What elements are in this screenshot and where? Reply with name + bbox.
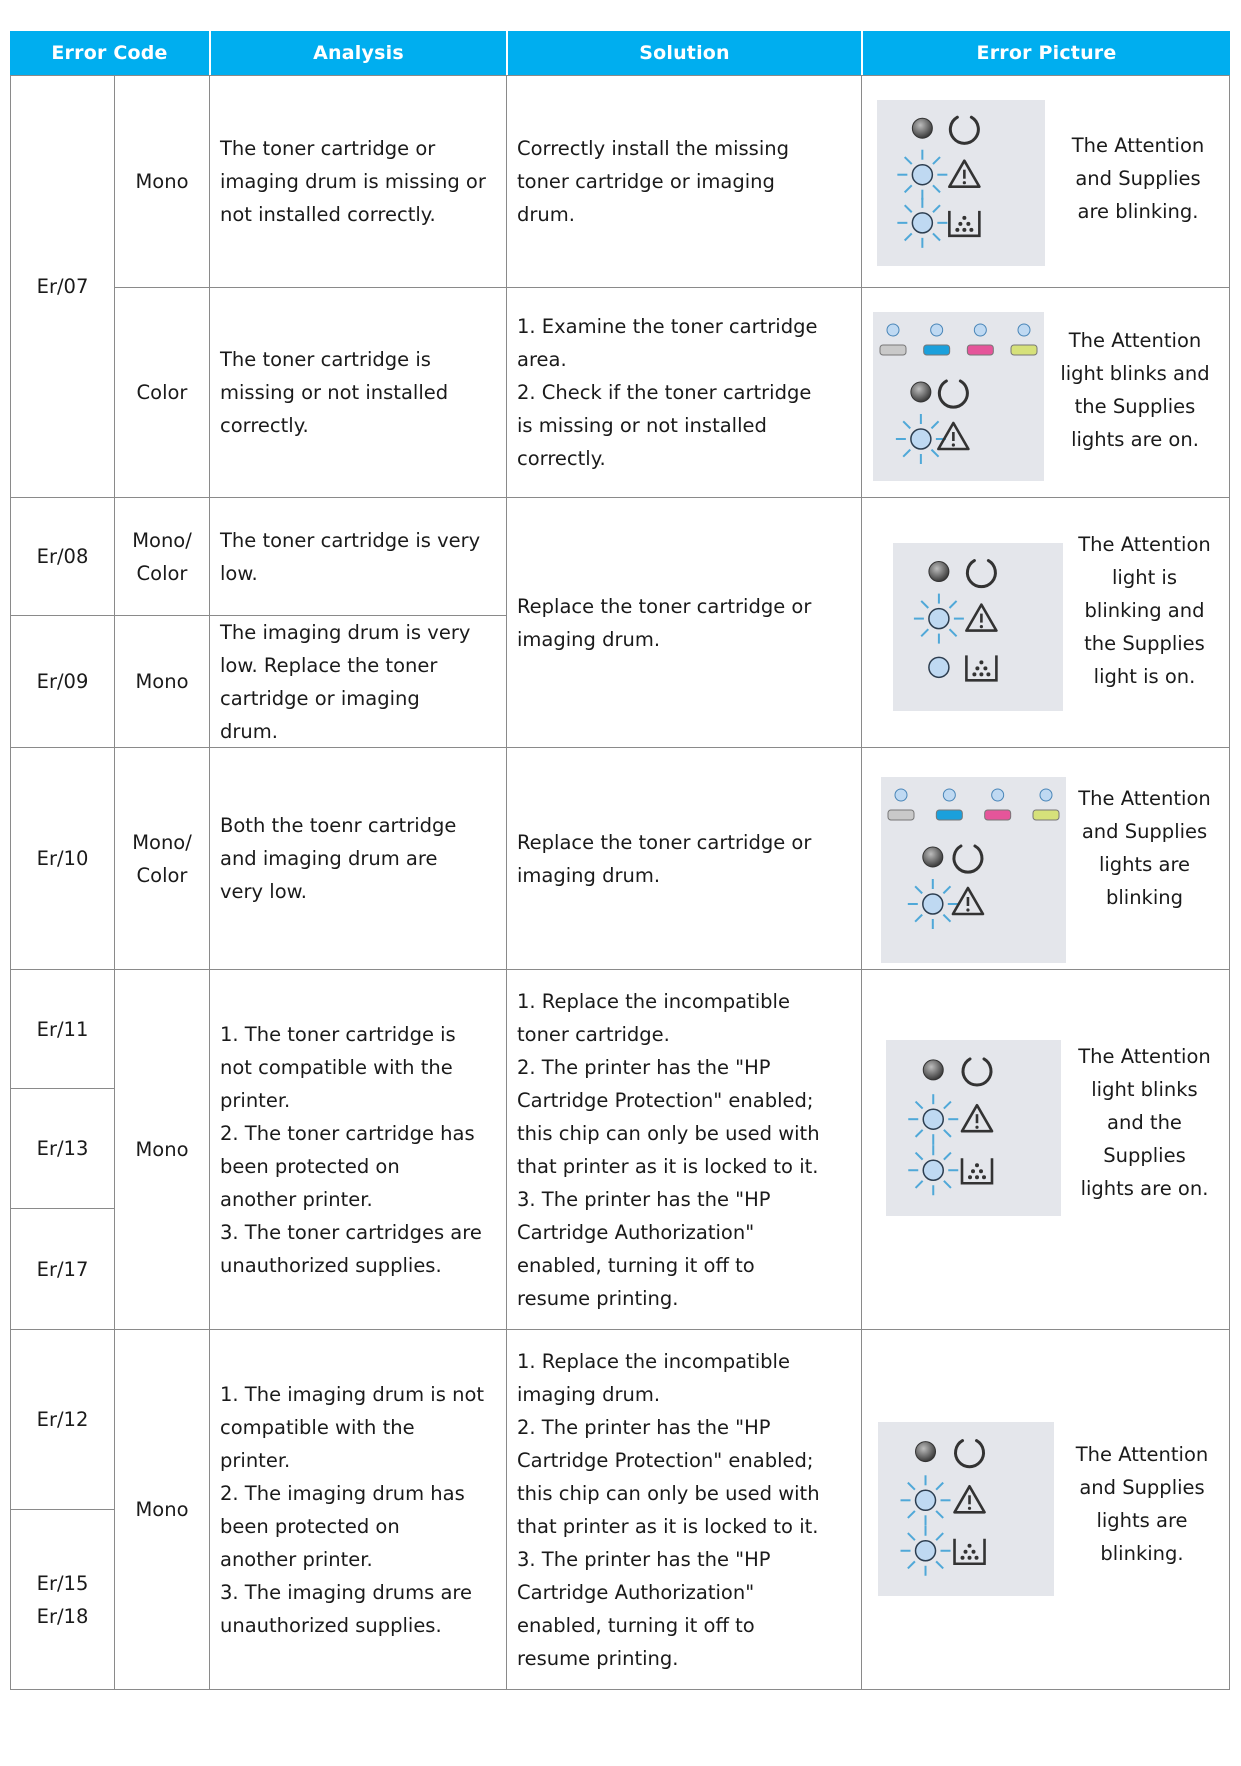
toner-black-light-icon: [895, 789, 907, 801]
analysis-text: The toner cartridge is missing or not installed correctly.: [220, 348, 449, 437]
analysis-text: The imaging drum is very low. Replace the toner cartridge or imaging drum.: [220, 620, 471, 743]
solution-text: 1. Replace the incompatible imaging drum. 2. The printer has the "HP Cartridge Protection" enabled; this chip can only be used with that printer as it is locked to it. 3. The printer has the "HP Cartridge Authorization" enabled, turning it off to resume printing.: [517, 1349, 820, 1670]
solution-text: Replace the toner cartridge or imaging drum.: [517, 830, 812, 887]
error-code-cell: [10, 1329, 115, 1510]
attention-light-icon: [908, 879, 958, 929]
printer-type-cell: [114, 615, 210, 748]
picture-caption: The Attention and Supplies lights are blinking.: [1075, 1443, 1209, 1565]
toner-yellow-bar-icon: [1011, 345, 1037, 355]
analysis-text: 1. The toner cartridge is not compatible with the printer. 2. The toner cartridge has been protected on another printer. 3. The toner cartridges are unauthorized supplies.: [220, 1022, 482, 1277]
printer-type: Mono: [135, 170, 189, 193]
toner-yellow-light-icon: [1040, 789, 1052, 801]
picture-caption: The Attention and Supplies lights are blinking: [1078, 787, 1211, 909]
power-icon: [954, 846, 982, 872]
printer-type: Mono: [135, 1138, 189, 1161]
power-light-off-icon: [923, 1060, 943, 1080]
attention-warning-icon: [938, 423, 968, 449]
printer-type: Mono: [135, 1498, 189, 1521]
solution-text: 1. Examine the toner cartridge area. 2. Check if the toner cartridge is missing or not installed correctly.: [517, 315, 818, 470]
printer-type-cell: [114, 747, 210, 970]
solution-cell: [506, 497, 862, 748]
supplies-light-icon: [908, 1145, 958, 1195]
attention-light-icon: [914, 594, 964, 644]
attention-warning-icon: [966, 605, 996, 631]
error-code: Er/15 Er/18: [36, 1571, 89, 1628]
control-panel-illustration: [878, 1422, 1054, 1596]
toner-magenta-light-icon: [974, 324, 986, 336]
header-analysis: Analysis: [209, 31, 506, 75]
power-light-off-icon: [923, 847, 943, 867]
printer-type: Mono/ Color: [132, 528, 192, 585]
printer-type: Mono/ Color: [132, 830, 192, 887]
attention-light-icon: [908, 1094, 958, 1144]
printer-type-cell: [114, 1329, 210, 1690]
printer-type-cell: [114, 497, 210, 616]
power-icon: [950, 117, 978, 143]
printer-type-cell: [114, 287, 210, 498]
analysis-cell: [209, 969, 507, 1330]
attention-light-icon: [901, 1475, 951, 1525]
supplies-light-icon: [929, 657, 949, 677]
error-code-cell: [10, 747, 115, 970]
solution-cell: [506, 287, 862, 498]
analysis-cell: [209, 1329, 507, 1690]
error-code: Er/17: [36, 1257, 89, 1281]
supplies-toner-icon: [949, 211, 979, 236]
power-light-off-icon: [929, 562, 949, 582]
solution-text: Correctly install the missing toner cartridge or imaging drum.: [517, 137, 789, 226]
printer-type-cell: [114, 969, 210, 1330]
power-icon: [956, 1441, 984, 1467]
picture-caption: The Attention light blinks and the Supplies lights are on.: [1060, 329, 1210, 451]
toner-magenta-light-icon: [992, 789, 1004, 801]
solution-cell: [506, 969, 862, 1330]
toner-magenta-bar-icon: [985, 810, 1011, 820]
attention-warning-icon: [953, 888, 983, 914]
error-code-cell: [10, 1208, 115, 1330]
control-panel-illustration: [893, 543, 1063, 711]
analysis-cell: [209, 615, 507, 748]
supplies-toner-icon: [955, 1539, 985, 1564]
error-code: Er/12: [36, 1408, 89, 1431]
analysis-cell: [209, 497, 507, 616]
toner-cyan-light-icon: [943, 789, 955, 801]
error-picture-cell: [861, 747, 1230, 970]
control-panel-illustration: [873, 312, 1044, 481]
error-code-cell: [10, 969, 115, 1089]
power-icon: [963, 1059, 991, 1085]
error-picture-cell: [861, 75, 1230, 288]
toner-black-bar-icon: [888, 810, 914, 820]
power-light-off-icon: [912, 118, 932, 138]
power-icon: [967, 561, 995, 587]
error-code: Er/09: [36, 670, 89, 693]
power-icon: [939, 381, 967, 407]
power-light-off-icon: [911, 382, 931, 402]
supplies-toner-icon: [966, 655, 996, 680]
header-solution: Solution: [506, 31, 861, 75]
header-error-picture: Error Picture: [861, 31, 1230, 75]
analysis-text: Both the toenr cartridge and imaging drum are very low.: [220, 814, 457, 903]
analysis-text: The toner cartridge is very low.: [220, 528, 481, 585]
attention-light-icon: [897, 150, 947, 200]
supplies-toner-icon: [962, 1158, 992, 1183]
analysis-text: The toner cartridge or imaging drum is missing or not installed correctly.: [220, 137, 486, 226]
error-code-cell: [10, 497, 115, 616]
control-panel-illustration: [886, 1040, 1061, 1216]
solution-cell: [506, 1329, 862, 1690]
printer-type: Color: [136, 381, 188, 404]
picture-caption: The Attention and Supplies are blinking.: [1071, 134, 1205, 223]
attention-warning-icon: [949, 161, 979, 187]
error-code-cell: [10, 615, 115, 748]
error-code: Er/11: [36, 1017, 89, 1041]
picture-caption: The Attention light is blinking and the Supplies light is on.: [1078, 533, 1211, 688]
toner-cyan-bar-icon: [924, 345, 950, 355]
error-code: Er/08: [36, 545, 89, 568]
error-code: Er/13: [36, 1137, 89, 1160]
attention-warning-icon: [962, 1105, 992, 1131]
analysis-cell: [209, 75, 507, 288]
control-panel-illustration: [881, 777, 1066, 963]
toner-yellow-light-icon: [1018, 324, 1030, 336]
toner-magenta-bar-icon: [967, 345, 993, 355]
error-picture-cell: [861, 969, 1230, 1330]
toner-black-bar-icon: [880, 345, 906, 355]
supplies-light-icon: [897, 198, 947, 248]
toner-black-light-icon: [887, 324, 899, 336]
attention-warning-icon: [955, 1486, 985, 1512]
printer-type-cell: [114, 75, 210, 288]
analysis-cell: [209, 287, 507, 498]
toner-cyan-light-icon: [931, 324, 943, 336]
error-picture-cell: [861, 287, 1230, 498]
error-picture-cell: [861, 497, 1230, 748]
control-panel-illustration: [877, 100, 1045, 266]
printer-type: Mono: [135, 670, 189, 693]
picture-caption: The Attention light blinks and the Supplies lights are on.: [1078, 1045, 1211, 1200]
error-picture-cell: [861, 1329, 1230, 1690]
solution-text: 1. Replace the incompatible toner cartridge. 2. The printer has the "HP Cartridge Protection" enabled; this chip can only be used with that printer as it is locked to it. 3. The printer has the "HP Cartridge Authorization" enabled, turning it off to resume printing.: [517, 989, 820, 1310]
analysis-text: 1. The imaging drum is not compatible with the printer. 2. The imaging drum has been protected on another printer. 3. The imaging drums are unauthorized supplies.: [220, 1382, 485, 1637]
error-code: Er/10: [36, 847, 89, 870]
error-code-cell: [10, 1509, 115, 1690]
attention-light-icon: [896, 414, 946, 464]
toner-yellow-bar-icon: [1033, 810, 1059, 820]
supplies-light-icon: [901, 1526, 951, 1576]
error-code: Er/07: [36, 275, 89, 298]
error-code-table: [10, 31, 1230, 1690]
toner-cyan-bar-icon: [936, 810, 962, 820]
error-code-cell: [10, 1088, 115, 1209]
solution-text: Replace the toner cartridge or imaging drum.: [517, 594, 812, 651]
solution-cell: [506, 75, 862, 288]
header-error-code: Error Code: [10, 31, 209, 75]
analysis-cell: [209, 747, 507, 970]
power-light-off-icon: [916, 1442, 936, 1462]
solution-cell: [506, 747, 862, 970]
error-code-cell: [10, 75, 115, 498]
